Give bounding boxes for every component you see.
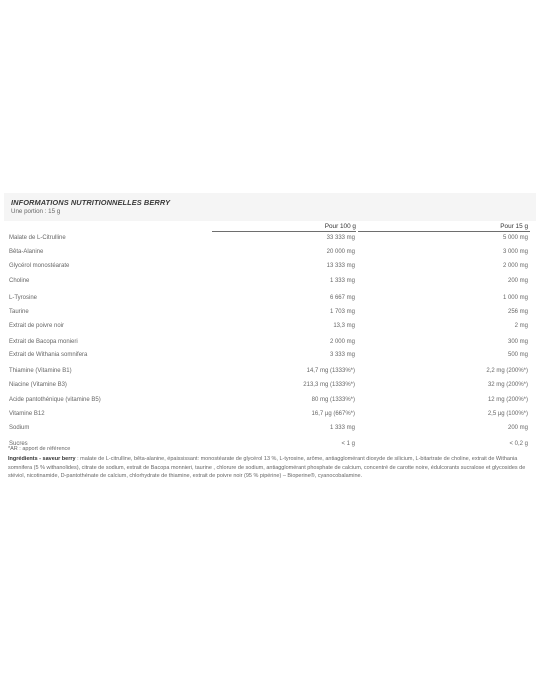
nutrient-label: Choline xyxy=(9,278,30,284)
footnote: *AR : apport de référence xyxy=(8,446,71,452)
nutrient-label: Vitamine B12 xyxy=(9,411,45,417)
nutrient-value-per-100g: 33 333 mg xyxy=(326,235,355,241)
nutrient-value-per-100g: < 1 g xyxy=(341,441,355,447)
nutrient-value-per-15g: 2 mg xyxy=(514,323,528,329)
column-header-per-15g: Pour 15 g xyxy=(500,223,528,230)
nutrient-label: Extrait de Bacopa monieri xyxy=(9,339,78,345)
nutrient-value-per-15g: 12 mg (200%*) xyxy=(487,397,528,403)
nutrient-value-per-15g: 256 mg xyxy=(507,309,528,315)
nutrient-value-per-100g: 13 333 mg xyxy=(326,263,355,269)
nutrient-value-per-15g: 2,2 mg (200%*) xyxy=(486,368,528,374)
nutrient-value-per-100g: 1 333 mg xyxy=(329,278,355,284)
nutrition-title: INFORMATIONS NUTRITIONNELLES BERRY xyxy=(11,198,171,207)
nutrient-value-per-15g: 500 mg xyxy=(507,352,528,358)
nutrient-value-per-100g: 6 667 mg xyxy=(329,295,355,301)
nutrient-value-per-100g: 2 000 mg xyxy=(329,339,355,345)
nutrient-value-per-15g: 2,5 µg (100%*) xyxy=(487,411,528,417)
column-header-per-100g: Pour 100 g xyxy=(324,223,356,230)
nutrient-label: Thiamine (Vitamine B1) xyxy=(9,368,72,374)
nutrient-value-per-100g: 13,3 mg xyxy=(333,323,355,329)
nutrient-value-per-100g: 3 333 mg xyxy=(329,352,355,358)
nutrient-label: Sodium xyxy=(9,425,30,431)
nutrient-label: L-Tyrosine xyxy=(9,295,38,301)
nutrition-table xyxy=(4,221,536,447)
nutrient-label: Taurine xyxy=(9,309,29,315)
nutrient-value-per-15g: 300 mg xyxy=(507,339,528,345)
ingredients-list: : malate de L-citrulline, bêta-alanine, épaississant: monostéarate de glycérol 13 %, L-tyrosine, arôme, antiagglomérant dioxyde de silicium, L-bitartrate de choline, extrait de Withania somnifera (5 % withanolides), citrate de sodium, extrait de Bacopa monnieri, taurine , chlorure de sodium, antiagglomérant phosphate de calcium, concentré de carotte noire, édulcorants sucralose et glycosides de stéviol, nicotinamide, D-pantothénate de calcium, chlorhydrate de thiamine, extrait de poivre noir (95 % pipérine) – Bioperine®, cyanocobalamine. xyxy=(8,456,526,480)
nutrient-label: Sucres xyxy=(9,441,28,447)
nutrient-value-per-100g: 80 mg (1333%*) xyxy=(311,397,355,403)
nutrient-label: Extrait de poivre noir xyxy=(9,323,65,329)
nutrient-label: Niacine (Vitamine B3) xyxy=(9,382,67,388)
nutrient-value-per-15g: 200 mg xyxy=(507,278,528,284)
nutrient-label: Malate de L-Citrulline xyxy=(9,235,66,241)
nutrient-value-per-100g: 213,3 mg (1333%*) xyxy=(303,382,355,388)
nutrient-value-per-15g: 2 000 mg xyxy=(502,263,528,269)
header-divider xyxy=(212,231,356,232)
nutrient-value-per-15g: 3 000 mg xyxy=(502,249,528,255)
ingredients-text xyxy=(8,455,528,481)
nutrient-value-per-100g: 14,7 mg (1333%*) xyxy=(306,368,355,374)
nutrient-value-per-15g: 5 000 mg xyxy=(502,235,528,241)
nutrient-label: Bêta-Alanine xyxy=(9,249,44,255)
portion-size: Une portion : 15 g xyxy=(11,208,61,215)
nutrient-value-per-100g: 16,7 µg (667%*) xyxy=(311,411,355,417)
nutrient-label: Extrait de Withania somnifera xyxy=(9,352,88,358)
nutrient-value-per-15g: 32 mg (200%*) xyxy=(487,382,528,388)
header-divider xyxy=(358,231,530,232)
ingredients-heading: Ingrédients - saveur berry xyxy=(8,456,76,462)
nutrient-value-per-100g: 20 000 mg xyxy=(326,249,355,255)
nutrient-value-per-100g: 1 703 mg xyxy=(329,309,355,315)
nutrient-label: Acide pantothénique (vitamine B5) xyxy=(9,397,101,403)
nutrient-value-per-15g: 200 mg xyxy=(507,425,528,431)
nutrient-value-per-15g: 1 000 mg xyxy=(502,295,528,301)
nutrient-value-per-15g: < 0,2 g xyxy=(509,441,528,447)
nutrient-value-per-100g: 1 333 mg xyxy=(329,425,355,431)
nutrient-label: Glycérol monostéarate xyxy=(9,263,70,269)
